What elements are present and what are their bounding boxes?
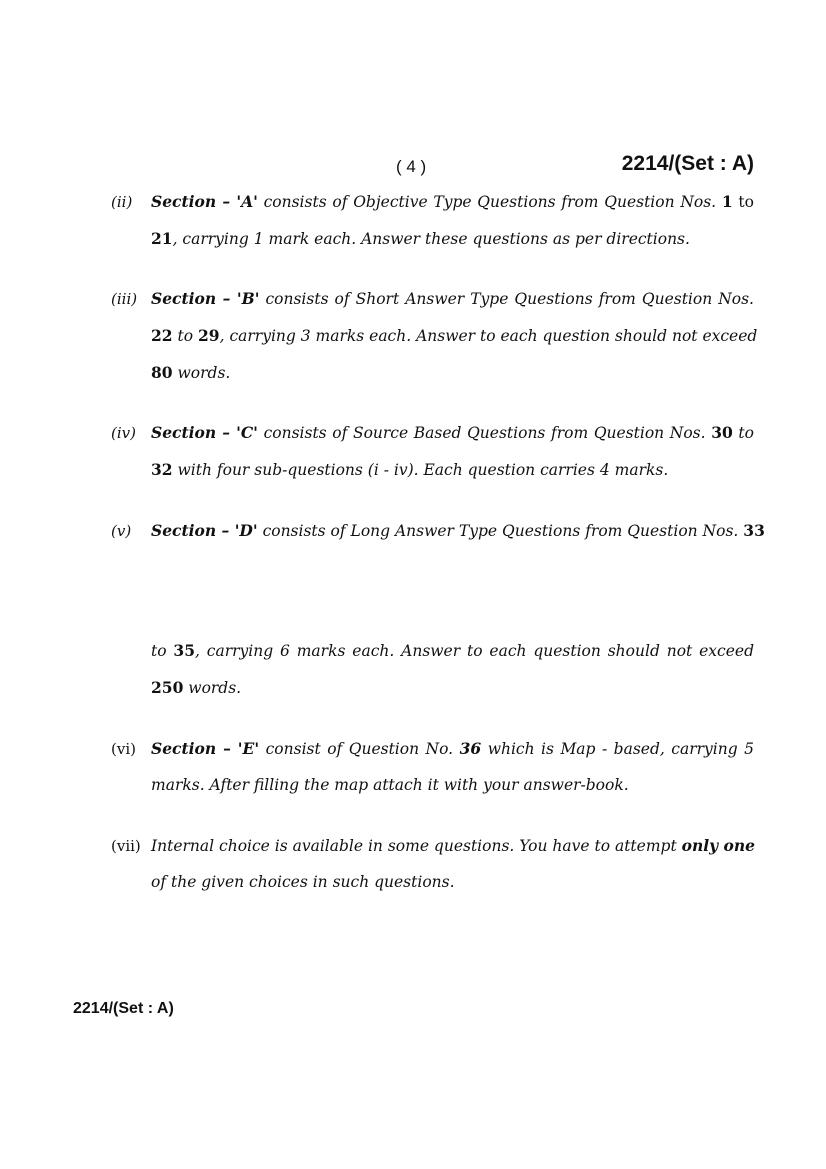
instruction-text: consists of Source Based Questions from Question Nos.: [263, 424, 706, 442]
section-d-line-3: [151, 677, 754, 699]
section-label: Section – 'E': [151, 739, 260, 758]
section-a-line-1: [151, 191, 754, 213]
instruction-text: with four sub-questions (i - iv). Each question carries 4 marks.: [177, 461, 669, 479]
question-number: 30: [711, 423, 733, 442]
instruction-text: consists of Objective Type Questions from Question Nos.: [263, 193, 717, 211]
section-label: Section – 'C': [151, 423, 258, 442]
question-number: 35: [173, 641, 195, 660]
to-word: to: [738, 193, 754, 211]
section-d-line-2: [151, 640, 754, 662]
instruction-text: consists of Short Answer Type Questions from Question Nos.: [265, 290, 754, 308]
instruction-text: , carrying 6 marks each. Answer to each question should not exceed: [195, 642, 754, 660]
word-limit: 80: [151, 363, 173, 382]
page-number: ( 4 ): [396, 157, 427, 176]
item-number: (vii): [111, 837, 141, 855]
instruction-text: , carrying 1 mark each. Answer these questions as per directions.: [172, 230, 690, 248]
instruction-text: Internal choice is available in some questions. You have to attempt: [151, 837, 677, 855]
section-e-line-2: [151, 774, 754, 796]
instruction-text: of the given choices in such questions.: [151, 873, 455, 891]
section-b-line-3: [151, 362, 754, 384]
instruction-text: consist of Question No.: [265, 740, 454, 758]
question-number: 32: [151, 460, 173, 479]
section-b-line-1: [151, 288, 754, 310]
section-c-line-1: [151, 422, 754, 444]
section-label: Section – 'A': [151, 192, 258, 211]
to-word: to: [151, 642, 167, 660]
item-number: (v): [111, 522, 132, 540]
question-number: 29: [198, 326, 220, 345]
question-number: 1: [721, 192, 733, 211]
instruction-text: words.: [188, 679, 242, 697]
section-e-line-1: [151, 738, 754, 760]
to-word: to: [177, 327, 194, 345]
instruction-text: marks. After filling the map attach it with your answer-book.: [151, 776, 629, 794]
emphasis-text: only one: [681, 836, 755, 855]
section-c-line-2: [151, 459, 754, 481]
item-number: (vi): [111, 740, 136, 758]
instruction-text: words.: [177, 364, 231, 382]
footer-paper-code: 2214/(Set : A): [73, 1000, 174, 1017]
question-number: 22: [151, 326, 173, 345]
item-number: (iv): [111, 424, 136, 442]
section-label: Section – 'D': [151, 521, 258, 540]
word-limit: 250: [151, 678, 184, 697]
instruction-text: , carrying 3 marks each. Answer to each question should not exceed: [219, 327, 758, 345]
to-word: to: [738, 424, 754, 442]
section-b-line-2: [151, 325, 758, 347]
section-d-line-1: [151, 520, 765, 542]
choice-line-1: [151, 835, 754, 857]
instruction-text: consists of Long Answer Type Questions from Question Nos.: [262, 522, 739, 540]
instruction-text: which is Map - based, carrying 5: [487, 740, 755, 758]
question-number: 36: [459, 739, 482, 758]
item-number: (iii): [111, 290, 138, 308]
item-number: (ii): [111, 193, 133, 211]
paper-code: 2214/(Set : A): [621, 152, 754, 175]
question-number: 21: [151, 229, 173, 248]
section-label: Section – 'B': [151, 289, 260, 308]
section-a-line-2: [151, 228, 754, 250]
question-number: 33: [743, 521, 765, 540]
choice-line-2: [151, 871, 754, 893]
